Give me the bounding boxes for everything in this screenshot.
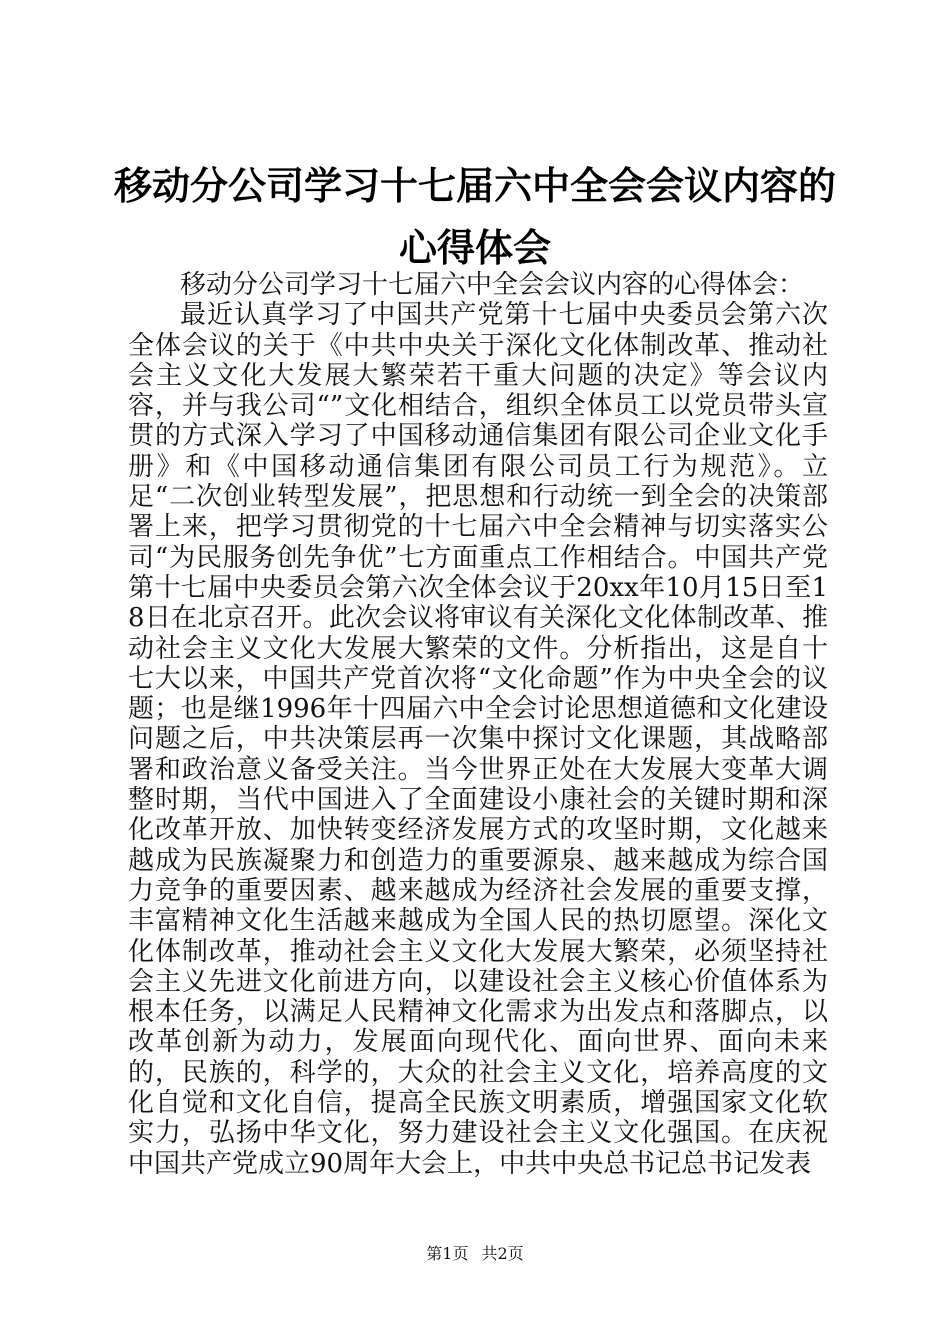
intro-paragraph: 移动分公司学习十七届六中全会会议内容的心得体会： xyxy=(180,270,805,300)
document-title: 移动分公司学习十七届六中全会会议内容的心得体会 xyxy=(113,163,836,270)
page-footer xyxy=(0,1244,950,1264)
main-paragraph: 最近认真学习了中国共产党第十七届中央委员会第六次全体会议的关于《中共中央关于深化文化体制改革、推动社会主义文化大发展大繁荣若干重大问题的决定》等会议内容，并与我公司“”文化相结合，组织全体员工以党员带头宣贯的方式深入学习了中国移动通信集团有限公司企业文化手册》和《中国移动通信集团有限公司员工行为规范》。立足“二次创业转型发展”，把思想和行动统一到全会的决策部署上来，把学习贯彻党的十七届六中全会精神与切实落实公司“为民服务创先争优”七方面重点工作相结合。中国共产党第十七届中央委员会第六次全体会议于20xx年10月15日至18日在北京召开。此次会议将审议有关深化文化体制改革、推动社会主义文化大发展大繁荣的文件。分析指出，这是自十七大以来，中国共产党首次将“文化命题”作为中央全会的议题；也是继1996年十四届六中全会讨论思想道德和文化建设问题之后，中共决策层再一次集中探讨文化课题，其战略部署和政治意义备受关注。当今世界正处在大发展大变革大调整时期，当代中国进入了全面建设小康社会的关键时期和深化改革开放、加快转变经济发展方式的攻坚时期，文化越来越成为民族凝聚力和创造力的重要源泉、越来越成为综合国力竞争的重要因素、越来越成为经济社会发展的重要支撑，丰富精神文化生活越来越成为全国人民的热切愿望。深化文化体制改革，推动社会主义文化大发展大繁荣，必须坚持社会主义先进文化前进方向，以建设社会主义核心价值体系为根本任务，以满足人民精神文化需求为出发点和落脚点，以改革创新为动力，发展面向现代化、面向世界、面向未来的，民族的，科学的，大众的社会主义文化，培养高度的文化自觉和文化自信，提高全民族文明素质，增强国家文化软实力，弘扬中华文化，努力建设社会主义文化强国。在庆祝中国共产党成立90周年大会上，中共中央总书记总书记发表 xyxy=(128,300,828,1179)
document-body xyxy=(128,270,828,1179)
page-number: 第1页 xyxy=(426,1244,469,1263)
page-total: 共2页 xyxy=(481,1244,524,1263)
